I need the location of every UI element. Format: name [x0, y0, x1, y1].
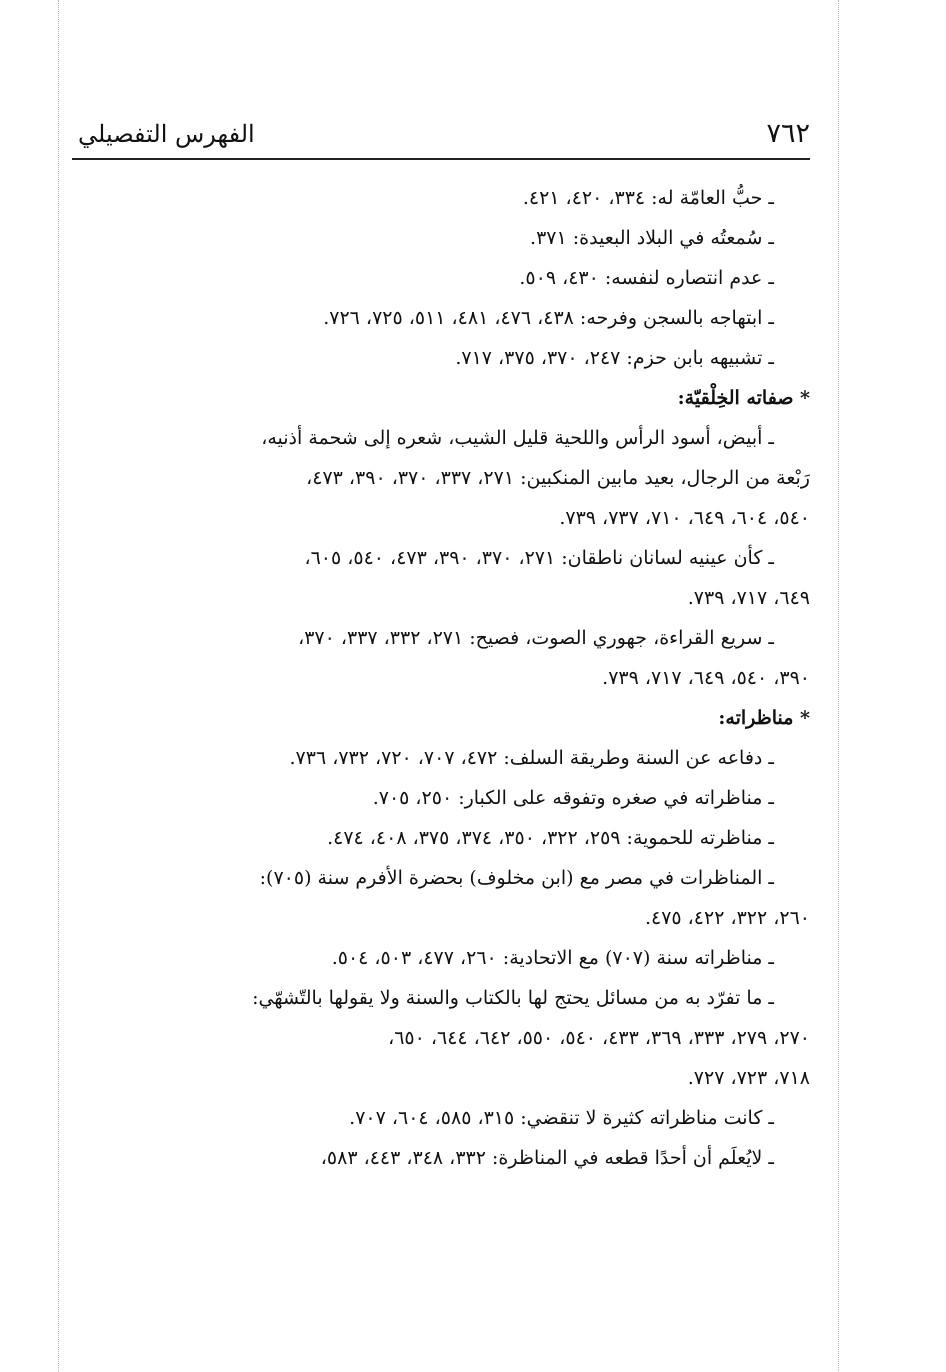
- index-entry-line: ـ حبُّ العامّة له: ٣٣٤، ٤٢٠، ٤٢١.: [522, 187, 774, 209]
- index-entry-line: ـ مناظرته للحموية: ٢٥٩، ٣٢٢، ٣٥٠، ٣٧٤، ٣٧٥، ٤٠٨، ٤٧٤.: [327, 827, 774, 849]
- index-entry-line: ٢٦٠، ٣٢٢، ٤٢٢، ٤٧٥.: [644, 907, 810, 929]
- index-entry-line: ٥٤٠، ٦٠٤، ٦٤٩، ٧١٠، ٧٣٧، ٧٣٩.: [559, 507, 810, 529]
- index-entry-line: ـ سريع القراءة، جهوري الصوت، فصيح: ٢٧١، ٣٣٢، ٣٣٧، ٣٧٠،: [298, 627, 774, 649]
- page-title: الفهرس التفصيلي: [78, 120, 255, 148]
- index-entry-line: ـ ابتهاجه بالسجن وفرحه: ٤٣٨، ٤٧٦، ٤٨١، ٥١١، ٧٢٥، ٧٢٦.: [323, 307, 774, 329]
- index-entry-line: ـ كأن عينيه لسانان ناطقان: ٢٧١، ٣٧٠، ٣٩٠، ٤٧٣، ٥٤٠، ٦٠٥،: [304, 547, 774, 569]
- index-entry-line: ٧١٨، ٧٢٣، ٧٢٧.: [687, 1067, 810, 1089]
- index-entry-line: ٢٧٠، ٢٧٩، ٣٣٣، ٣٦٩، ٤٣٣، ٥٤٠، ٥٥٠، ٦٤٢، ٦٤٤، ٦٥٠،: [388, 1027, 810, 1049]
- scan-border-right: [838, 0, 840, 1372]
- index-entry-line: ـ عدم انتصاره لنفسه: ٤٣٠، ٥٠٩.: [519, 267, 774, 289]
- section-heading: * مناظراته:: [718, 707, 810, 729]
- section-heading: * صفاته الخِلْقيّة:: [677, 387, 810, 409]
- index-entry-line: ـ تشبيهه بابن حزم: ٢٤٧، ٣٧٠، ٣٧٥، ٧١٧.: [455, 347, 774, 369]
- index-entry-line: ـ أبيض، أسود الرأس واللحية قليل الشيب، شعره إلى شحمة أذنيه،: [261, 427, 774, 449]
- index-entry-line: ـ مناظراته سنة (٧٠٧) مع الاتحادية: ٢٦٠، ٤٧٧، ٥٠٣، ٥٠٤.: [331, 947, 774, 969]
- index-entry-line: ٦٤٩، ٧١٧، ٧٣٩.: [687, 587, 810, 609]
- index-entry-line: رَبْعة من الرجال، بعيد مابين المنكبين: ٢٧١، ٣٣٧، ٣٧٠، ٣٩٠، ٤٧٣،: [306, 467, 810, 489]
- index-entry-line: ـ دفاعه عن السنة وطريقة السلف: ٤٧٢، ٧٠٧، ٧٢٠، ٧٣٢، ٧٣٦.: [289, 747, 774, 769]
- page-header: [72, 112, 810, 160]
- index-content: [90, 178, 810, 1178]
- index-entry-line: ٣٩٠، ٥٤٠، ٦٤٩، ٧١٧، ٧٣٩.: [602, 667, 810, 689]
- index-entry-line: ـ مناظراته في صغره وتفوقه على الكبار: ٢٥٠، ٧٠٥.: [372, 787, 774, 809]
- index-entry-line: ـ ما تفرّد به من مسائل يحتج لها بالكتاب والسنة ولا يقولها بالتّشهّي:: [252, 987, 774, 1009]
- index-entry-line: ـ سُمعتُه في البلاد البعيدة: ٣٧١.: [530, 227, 774, 249]
- index-entry-line: ـ المناظرات في مصر مع (ابن مخلوف) بحضرة الأفرم سنة (٧٠٥):: [259, 867, 774, 889]
- index-entry-line: ـ لايُعلَم أن أحدًا قطعه في المناظرة: ٣٣٢، ٣٤٨، ٤٤٣، ٥٨٣،: [320, 1147, 774, 1169]
- index-entry-line: ـ كانت مناظراته كثيرة لا تنقضي: ٣١٥، ٥٨٥، ٦٠٤، ٧٠٧.: [349, 1107, 774, 1129]
- scan-border-left: [58, 0, 60, 1372]
- page-number: ٧٦٢: [766, 118, 810, 149]
